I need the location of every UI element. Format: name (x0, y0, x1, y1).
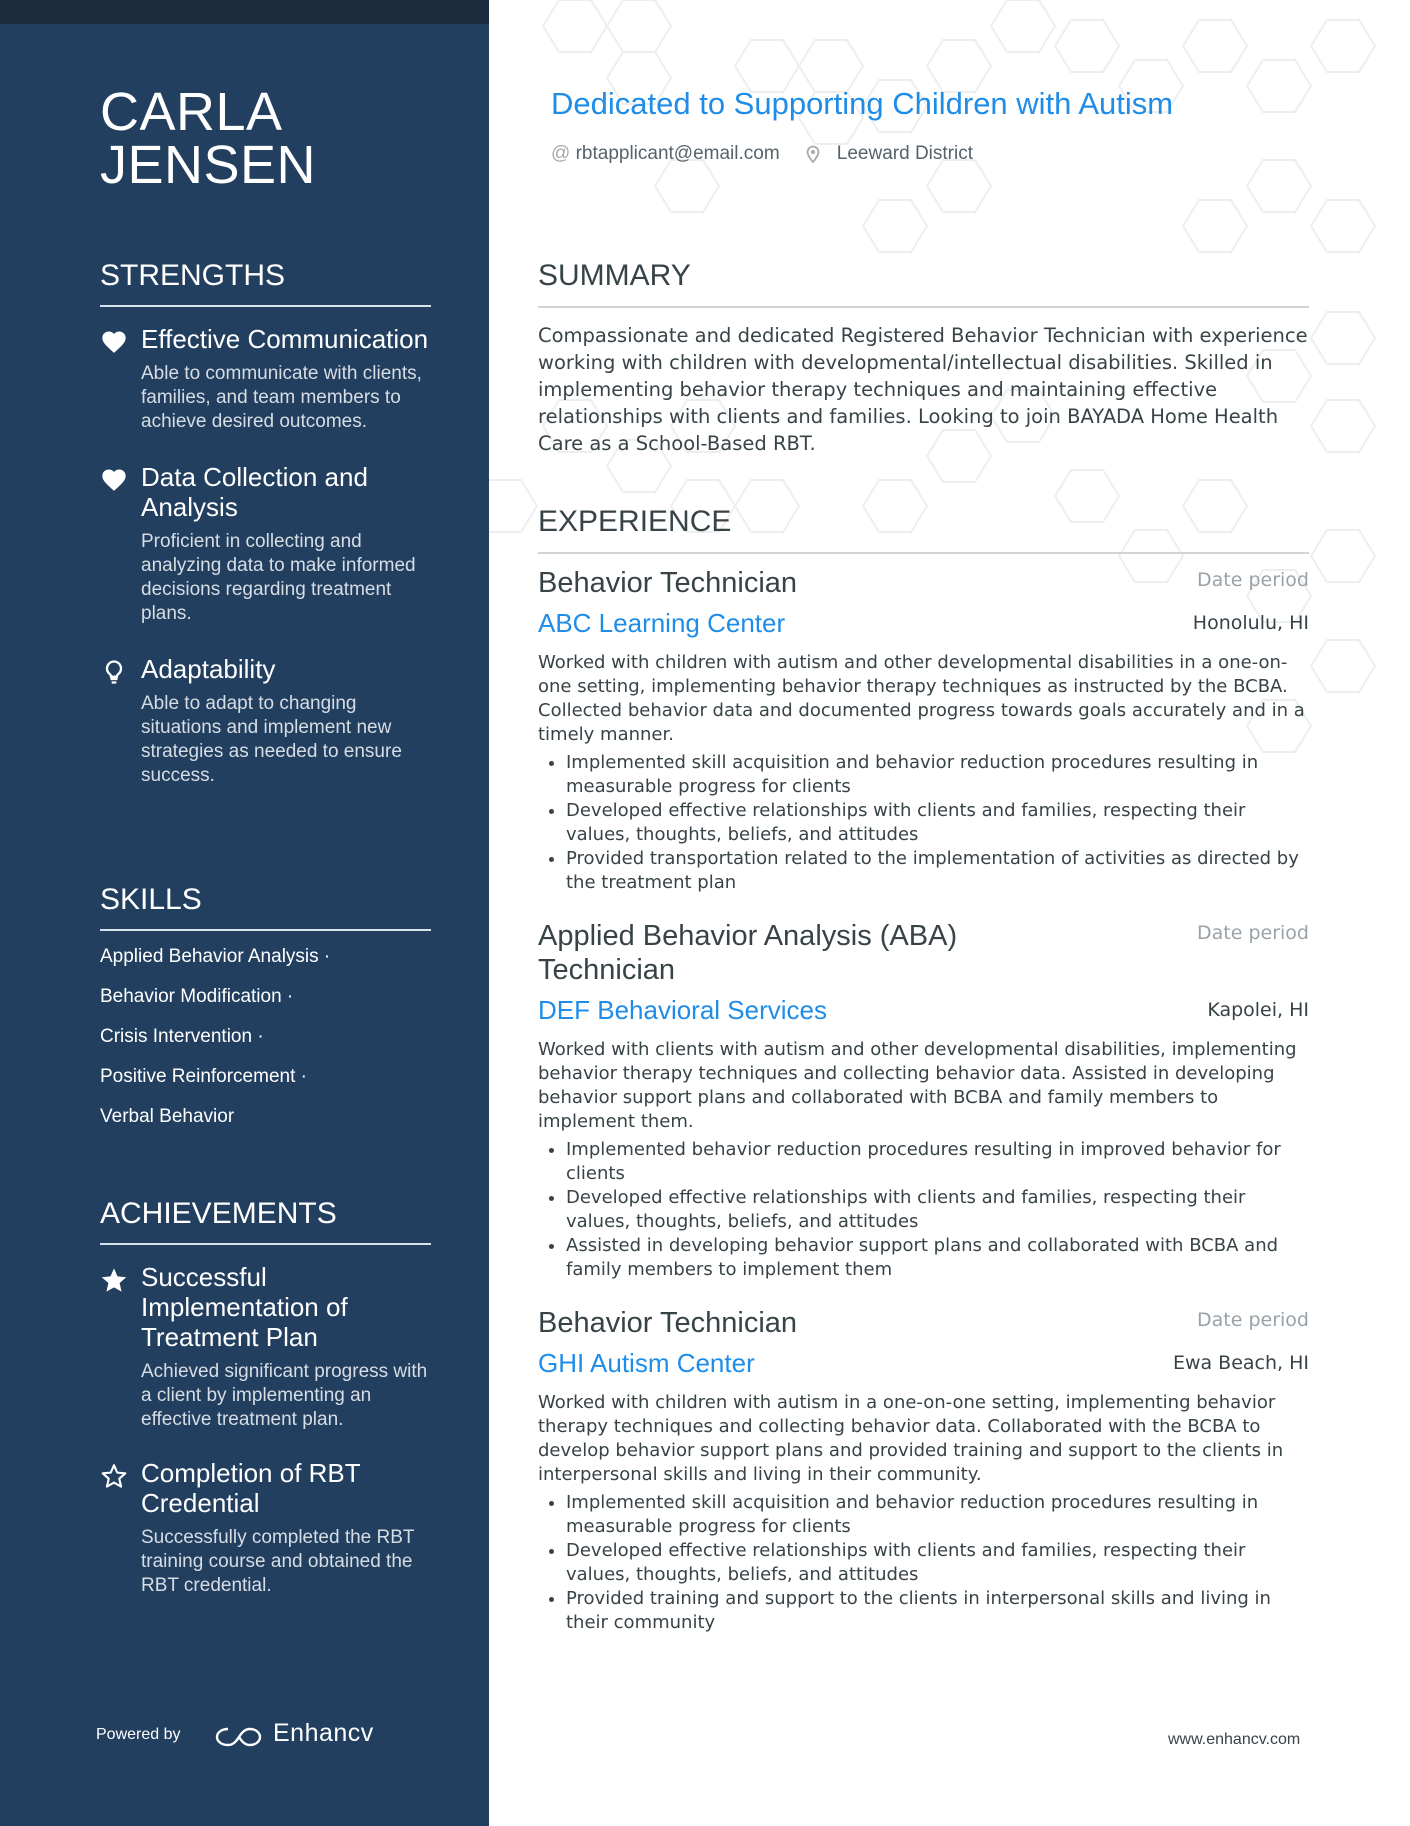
star-outline-icon (100, 1462, 128, 1490)
job-description: Worked with children with autism in a one-on-one setting, implementing behavior therapy techniques and collecting behavior data. Collaborated with the BCBA to develop behavior support plans and provided training and support to the clients in interpersonal skills and living in their community. (538, 1392, 1284, 1485)
job-company: DEF Behavioral Services (538, 995, 827, 1025)
job-entry (538, 919, 1309, 1282)
heart-icon (100, 466, 128, 494)
summary-text: Compassionate and dedicated Registered Behavior Technician with experience working with children with developmental/intellectual disabilities. Skilled in implementing behavior therapy techniques and maintaining effective relationships with clients and families. Looking to join BAYADA Home Health Care as a School-Based RBT. (538, 324, 1308, 455)
achievement-item (100, 1458, 431, 1598)
experience-title: EXPERIENCE (538, 505, 1309, 554)
skills-list (100, 945, 431, 1129)
strength-desc: Able to communicate with clients, families, and team members to achieve desired outcomes. (141, 363, 422, 432)
strengths-section (100, 259, 431, 788)
heart-icon (100, 328, 128, 356)
achievements-section (100, 1197, 431, 1598)
job-title: Applied Behavior Analysis (ABA) Technician (538, 920, 958, 986)
email-text[interactable]: rbtapplicant@email.com (575, 143, 780, 164)
job-description: Worked with children with autism and other developmental disabilities in a one-on-one setting, implementing behavior therapy techniques as instructed by the BCBA. Collected behavior data and documented progress towards goals accurately and in a timely manner. (538, 652, 1305, 745)
candidate-name (100, 82, 317, 195)
achievement-desc: Successfully completed the RBT training course and obtained the RBT credential. (141, 1527, 415, 1596)
summary-section (538, 259, 1309, 457)
at-icon: @ (551, 143, 571, 164)
job-bullets (538, 1138, 1309, 1282)
skills-title: SKILLS (100, 883, 431, 931)
skill-item: Crisis Intervention · (100, 1026, 264, 1047)
job-location: Honolulu, HI (1192, 612, 1309, 634)
job-bullets (538, 751, 1309, 895)
sidebar-top-band (0, 0, 489, 24)
job-location: Ewa Beach, HI (1172, 1352, 1309, 1374)
summary-title: SUMMARY (538, 259, 1309, 308)
job-date: Date period (1197, 1309, 1309, 1331)
skill-item: Behavior Modification · (100, 986, 294, 1007)
job-location: Kapolei, HI (1207, 999, 1309, 1021)
achievement-desc: Achieved significant progress with a client by implementing an effective treatment plan. (141, 1361, 428, 1430)
strength-item (100, 324, 431, 434)
lightbulb-icon (100, 658, 128, 686)
skills-section (100, 883, 431, 1129)
achievement-item (100, 1262, 431, 1432)
strength-desc: Able to adapt to changing situations and implement new strategies as needed to ensure success. (141, 693, 402, 786)
strength-item (100, 462, 431, 626)
achievement-title: Successful Implementation of Treatment Plan (141, 1262, 348, 1352)
job-entry (538, 566, 1309, 895)
skill-item: Verbal Behavior (100, 1106, 235, 1127)
last-name: JENSEN (100, 135, 317, 195)
achievements-title: ACHIEVEMENTS (100, 1197, 431, 1245)
location-text: Leeward District (836, 143, 974, 164)
job-description: Worked with clients with autism and other developmental disabilities, implementing behavior therapy techniques and collecting behavior data. Assisted in developing behavior support plans and collaborated with BCBA and family members to implement them. (538, 1039, 1297, 1132)
job-bullet: • Developed effective relationships with clients and families, respecting their values, thoughts, beliefs, and attitudes (566, 1186, 1309, 1234)
contact-line (551, 143, 973, 165)
sidebar (0, 0, 489, 1826)
achievement-title: Completion of RBT Credential (141, 1458, 361, 1518)
strength-title: Adaptability (141, 654, 276, 684)
strength-title: Effective Communication (141, 324, 429, 354)
job-company: ABC Learning Center (538, 608, 786, 638)
job-bullet: • Implemented skill acquisition and behavior reduction procedures resulting in measurable progress for clients (566, 751, 1309, 799)
job-bullets (538, 1491, 1309, 1635)
job-entry (538, 1306, 1309, 1635)
job-title: Behavior Technician (538, 567, 798, 599)
job-bullet: • Assisted in developing behavior support plans and collaborated with BCBA and family members to implement them (566, 1234, 1309, 1282)
job-date: Date period (1197, 569, 1309, 591)
job-bullet: • Provided transportation related to the implementation of activities as directed by the treatment plan (566, 847, 1309, 895)
strengths-title: STRENGTHS (100, 259, 431, 307)
skill-item: Applied Behavior Analysis · (100, 946, 331, 967)
job-title: Behavior Technician (538, 1307, 798, 1339)
skill-item: Positive Reinforcement · (100, 1066, 307, 1087)
enhancv-logo-icon (214, 1724, 264, 1750)
strength-title: Data Collection and Analysis (141, 462, 368, 522)
experience-section (538, 505, 1309, 1635)
job-bullet: • Implemented skill acquisition and behavior reduction procedures resulting in measurable progress for clients (566, 1491, 1309, 1539)
job-date: Date period (1197, 922, 1309, 944)
first-name: CARLA (100, 82, 283, 142)
job-company: GHI Autism Center (538, 1348, 755, 1378)
enhancv-brand: Enhancv (273, 1719, 374, 1747)
star-filled-icon (100, 1266, 128, 1294)
strength-item (100, 654, 431, 788)
powered-by-label: Powered by (96, 1726, 181, 1743)
job-bullet: • Implemented behavior reduction procedures resulting in improved behavior for clients (566, 1138, 1309, 1186)
job-bullet: • Developed effective relationships with clients and families, respecting their values, thoughts, beliefs, and attitudes (566, 799, 1309, 847)
job-bullet: • Provided training and support to the clients in interpersonal skills and living in their community (566, 1587, 1309, 1635)
headline: Dedicated to Supporting Children with Autism (551, 86, 1174, 121)
location-pin-icon (806, 145, 820, 163)
website-link[interactable]: www.enhancv.com (1168, 1731, 1301, 1748)
job-bullet: • Developed effective relationships with clients and families, respecting their values, thoughts, beliefs, and attitudes (566, 1539, 1309, 1587)
strength-desc: Proficient in collecting and analyzing data to make informed decisions regarding treatment plans. (141, 531, 416, 624)
